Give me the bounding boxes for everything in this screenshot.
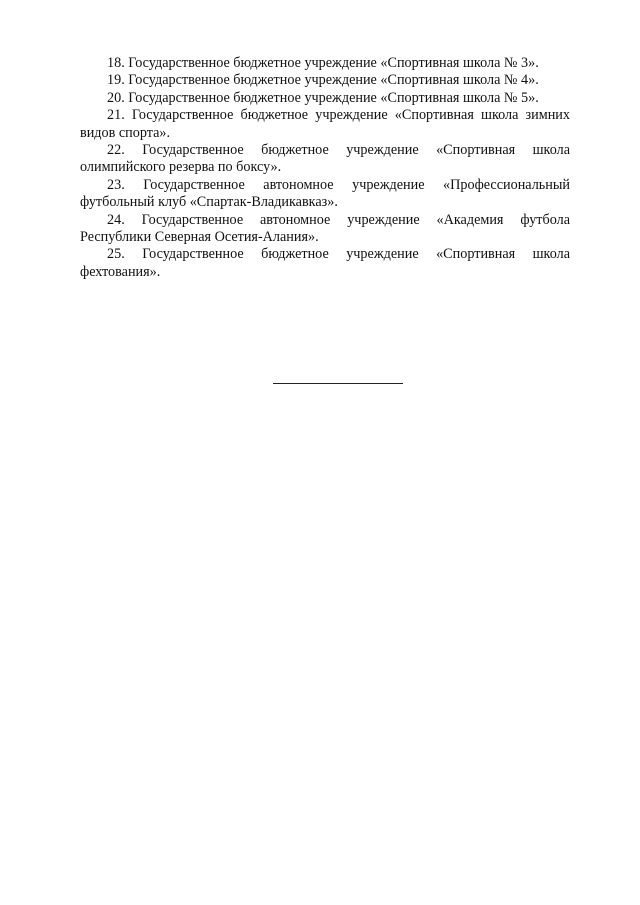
- list-item: 18. Государственное бюджетное учреждение «Спортивная школа № 3».: [107, 55, 539, 71]
- list-item: 25. Государственное бюджетное учреждение «Спортивная школа фехтования».: [80, 246, 570, 280]
- end-divider: [273, 383, 403, 384]
- list-item: 20. Государственное бюджетное учреждение «Спортивная школа № 5».: [107, 89, 539, 106]
- list-item: 24. Государственное автономное учреждение «Академия футбола Республики Северная Осетия-Алания».: [80, 211, 570, 246]
- institution-list: [80, 55, 570, 281]
- list-item: 21. Государственное бюджетное учреждение «Спортивная школа зимних видов спорта».: [80, 107, 570, 141]
- list-item: 22. Государственное бюджетное учреждение «Спортивная школа олимпийского резерва по боксу».: [80, 142, 570, 176]
- list-item: 19. Государственное бюджетное учреждение «Спортивная школа № 4».: [107, 72, 539, 89]
- list-item: 23. Государственное автономное учреждение «Профессиональный футбольный клуб «Спартак-Владикавказ».: [80, 176, 570, 211]
